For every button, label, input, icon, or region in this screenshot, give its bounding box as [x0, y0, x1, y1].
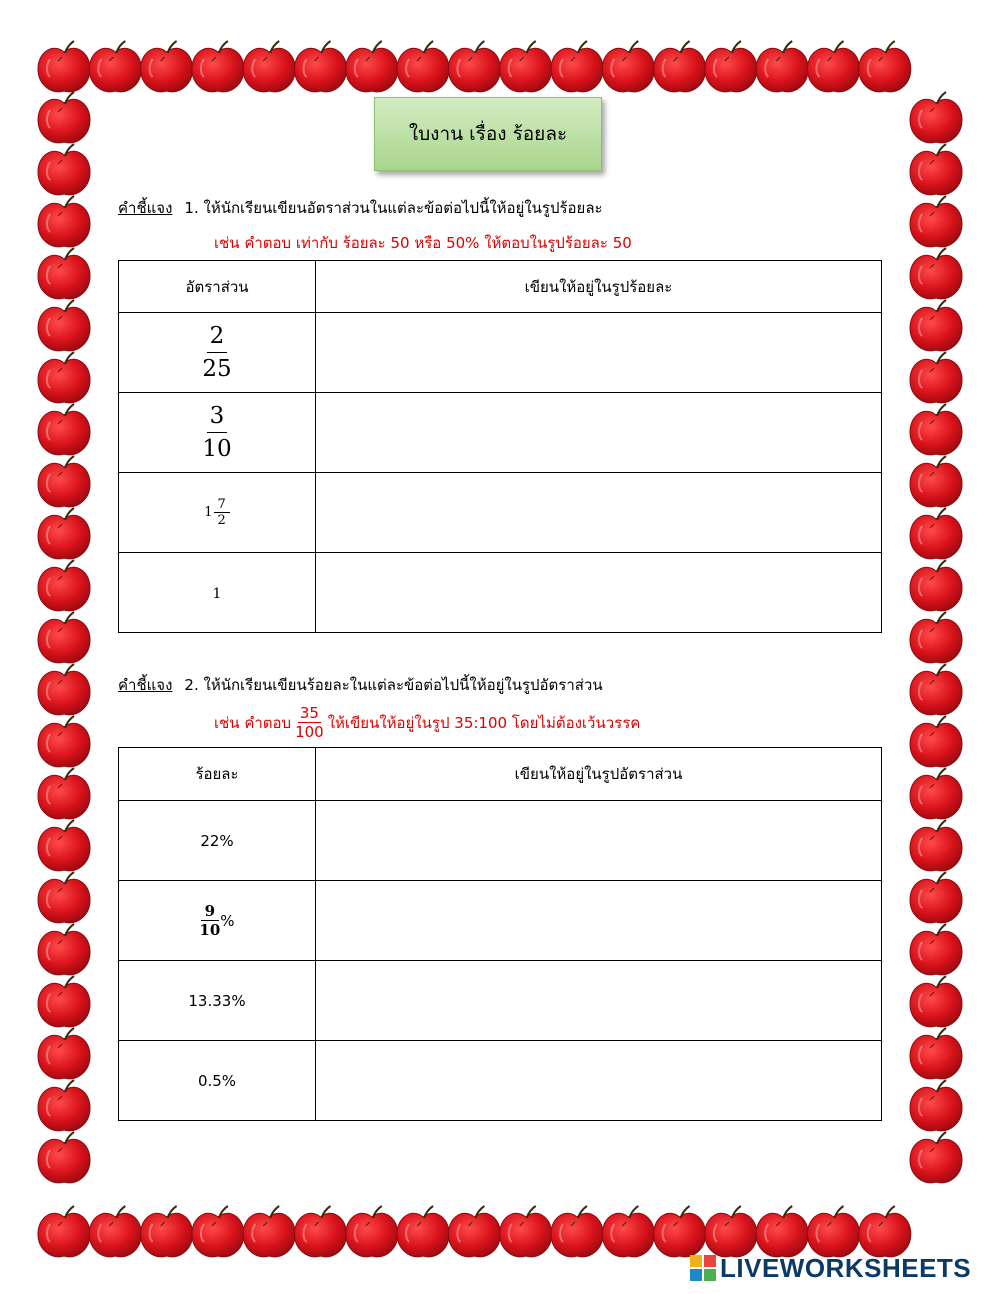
apple-icon — [910, 716, 962, 767]
apple-icon — [910, 768, 962, 819]
apple-icon — [192, 1206, 244, 1257]
percent-to-ratio-table — [118, 747, 882, 1121]
apple-icon — [38, 92, 90, 143]
percent-cell: 13.33% — [119, 961, 316, 1041]
table-row — [119, 801, 882, 881]
apple-icon — [397, 1206, 449, 1257]
apple-icon — [910, 352, 962, 403]
apple-icon — [38, 924, 90, 975]
apple-icon — [756, 1206, 808, 1257]
section2-instruction: คำชี้แจง 2. ให้นักเรียนเขียนร้อยละในแต่ละข้อต่อไปนี้ให้อยู่ในรูปอัตราส่วน — [118, 676, 603, 694]
apple-icon — [910, 508, 962, 559]
ratio-cell: 1 — [119, 553, 316, 633]
apple-icon — [910, 924, 962, 975]
apple-icon — [38, 664, 90, 715]
percent-cell: $\frac{9}{10}$ % — [119, 881, 316, 961]
section1-instruction: คำชี้แจง 1. ให้นักเรียนเขียนอัตราส่วนในแต่ละข้อต่อไปนี้ให้อยู่ในรูปร้อยละ — [118, 199, 603, 217]
apple-icon — [654, 1206, 706, 1257]
apple-icon — [295, 41, 347, 92]
apple-icon — [346, 1206, 398, 1257]
apple-icon — [38, 716, 90, 767]
apple-icon — [38, 768, 90, 819]
ratio-cell — [119, 313, 316, 393]
answer-cell[interactable] — [316, 313, 882, 393]
apple-icon — [38, 1028, 90, 1079]
apple-icon — [38, 456, 90, 507]
apple-icon — [89, 1206, 141, 1257]
apple-icon — [38, 508, 90, 559]
apple-icon — [38, 404, 90, 455]
liveworksheets-icon — [690, 1255, 716, 1281]
apple-icon — [910, 196, 962, 247]
apple-icon — [38, 1206, 90, 1257]
ratio-to-percent-table — [118, 260, 882, 633]
table-row — [119, 473, 882, 553]
fraction: $\frac{3}{10}$ — [202, 403, 232, 462]
answer-cell[interactable] — [316, 801, 882, 881]
percent-cell: 22% — [119, 801, 316, 881]
apple-icon — [808, 41, 860, 92]
table-row — [119, 881, 882, 961]
table-row — [119, 313, 882, 393]
header-percent-answer: เขียนให้อยู่ในรูปร้อยละ — [316, 261, 882, 313]
apple-icon — [500, 1206, 552, 1257]
apple-icon — [910, 300, 962, 351]
worksheet-title: ใบงาน เรื่อง ร้อยละ — [374, 97, 602, 171]
example-fraction: $\frac{35}{100}$ — [295, 704, 324, 741]
ratio-cell — [119, 473, 316, 553]
apple-icon — [38, 144, 90, 195]
section1-example: เช่น คำตอบ เท่ากับ ร้อยละ 50 หรือ 50% ให้ตอบในรูปร้อยละ 50 — [214, 234, 632, 252]
answer-cell[interactable] — [316, 881, 882, 961]
answer-cell[interactable] — [316, 393, 882, 473]
apple-icon — [910, 248, 962, 299]
header-ratio-answer: เขียนให้อยู่ในรูปอัตราส่วน — [316, 748, 882, 801]
apple-icon — [551, 1206, 603, 1257]
apple-icon — [38, 820, 90, 871]
apple-icon — [38, 560, 90, 611]
mixed-number: 1 $\frac{7}{2}$ — [204, 497, 230, 528]
table-row — [119, 393, 882, 473]
apple-icon — [910, 404, 962, 455]
percent-cell: 0.5% — [119, 1041, 316, 1121]
apple-icon — [243, 1206, 295, 1257]
header-percent: ร้อยละ — [119, 748, 316, 801]
apple-icon — [910, 820, 962, 871]
answer-cell[interactable] — [316, 961, 882, 1041]
apple-icon — [89, 41, 141, 92]
liveworksheets-logo[interactable]: LIVEWORKSHEETS — [690, 1251, 971, 1285]
apple-icon — [243, 41, 295, 92]
apple-icon — [602, 41, 654, 92]
apple-icon — [808, 1206, 860, 1257]
apple-icon — [910, 1080, 962, 1131]
apple-icon — [654, 41, 706, 92]
apple-icon — [602, 1206, 654, 1257]
section2-label: คำชี้แจง — [118, 676, 173, 694]
apple-icon — [346, 41, 398, 92]
apple-icon — [141, 41, 193, 92]
table-header-row — [119, 261, 882, 313]
fraction: $\frac{2}{25}$ — [202, 323, 232, 382]
apple-icon — [38, 196, 90, 247]
section1-label: คำชี้แจง — [118, 199, 173, 217]
table-row — [119, 553, 882, 633]
apple-icon — [910, 976, 962, 1027]
apple-icon — [192, 41, 244, 92]
apple-icon — [38, 248, 90, 299]
apple-icon — [910, 872, 962, 923]
fraction: $\frac{9}{10}$ — [199, 902, 221, 939]
apple-icon — [910, 1028, 962, 1079]
apple-icon — [910, 664, 962, 715]
table-row — [119, 961, 882, 1041]
apple-icon — [38, 612, 90, 663]
apple-icon — [910, 612, 962, 663]
apple-icon — [910, 456, 962, 507]
apple-icon — [38, 1132, 90, 1183]
section2-example: เช่น คำตอบ $\frac{35}{100}$ ให้เขียนให้อยู่ในรูป 35:100 โดยไม่ต้องเว้นวรรค — [214, 704, 641, 741]
apple-icon — [910, 1132, 962, 1183]
apple-icon — [859, 41, 911, 92]
table-row — [119, 1041, 882, 1121]
apple-icon — [141, 1206, 193, 1257]
apple-icon — [448, 41, 500, 92]
apple-icon — [756, 41, 808, 92]
apple-icon — [295, 1206, 347, 1257]
answer-cell[interactable] — [316, 473, 882, 553]
apple-icon — [38, 1080, 90, 1131]
table-header-row — [119, 748, 882, 801]
apple-icon — [705, 1206, 757, 1257]
answer-cell[interactable] — [316, 1041, 882, 1121]
header-ratio: อัตราส่วน — [119, 261, 316, 313]
apple-icon — [910, 144, 962, 195]
apple-icon — [448, 1206, 500, 1257]
apple-icon — [910, 92, 962, 143]
apple-icon — [859, 1206, 911, 1257]
apple-icon — [551, 41, 603, 92]
apple-icon — [910, 560, 962, 611]
apple-icon — [500, 41, 552, 92]
apple-icon — [397, 41, 449, 92]
apple-icon — [38, 41, 90, 92]
answer-cell[interactable] — [316, 553, 882, 633]
apple-icon — [38, 352, 90, 403]
ratio-cell — [119, 393, 316, 473]
apple-icon — [38, 300, 90, 351]
apple-icon — [38, 872, 90, 923]
apple-icon — [38, 976, 90, 1027]
apple-icon — [705, 41, 757, 92]
